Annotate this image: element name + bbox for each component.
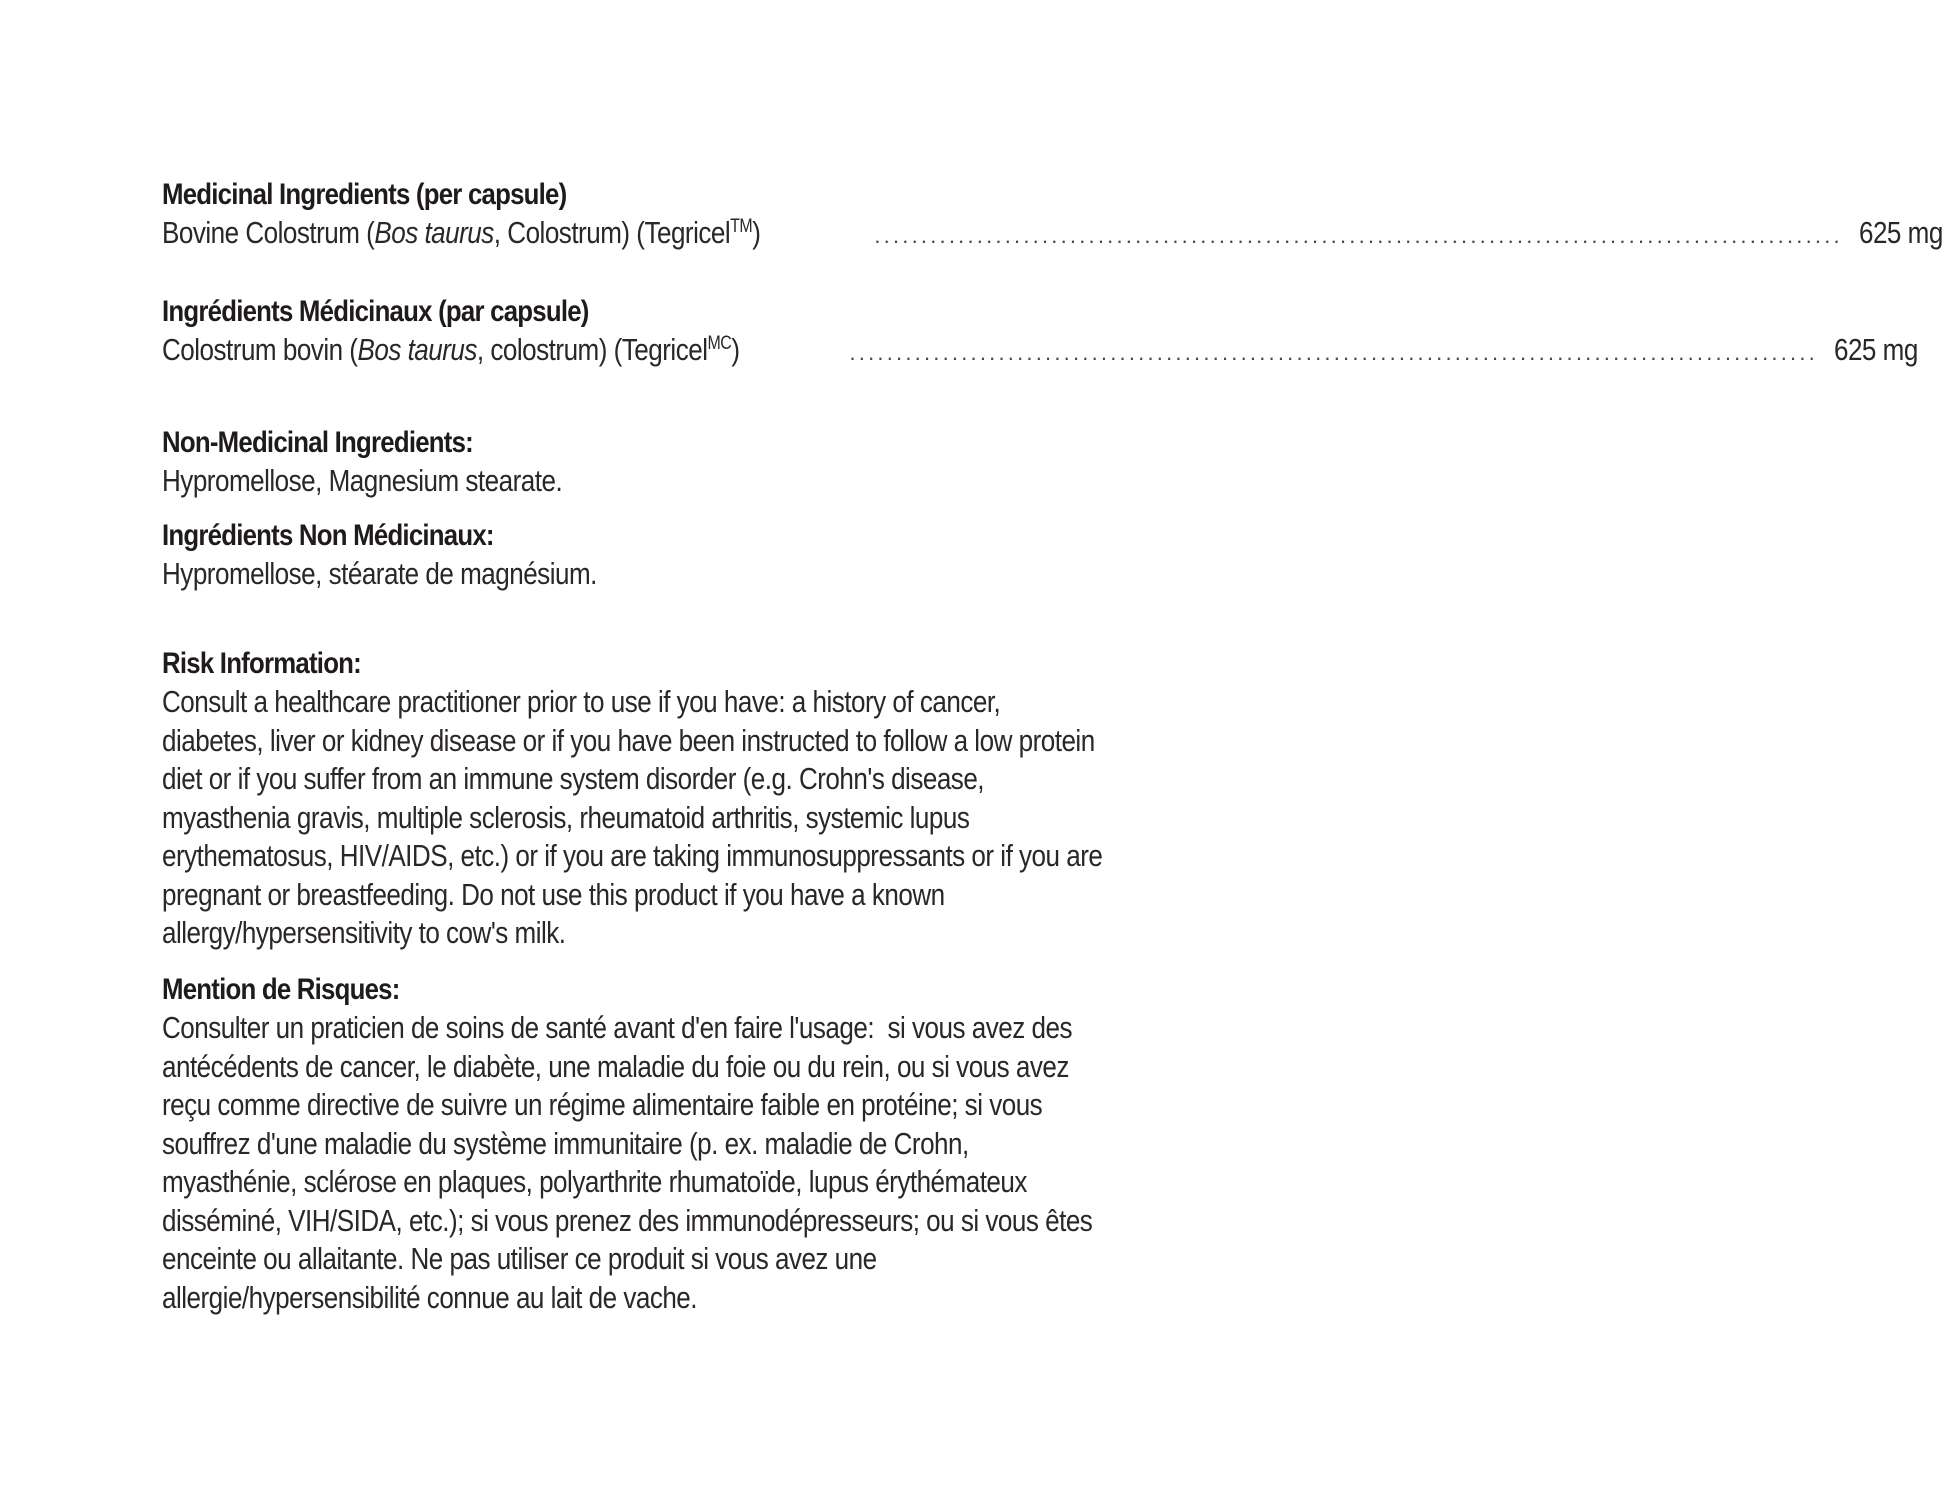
risk-fr-line: reçu comme directive de suivre un régime alimentaire faible en protéine; si vous [162, 1087, 1043, 1122]
medicinal-ingredients-en-heading: Medicinal Ingredients (per capsule) [162, 178, 567, 211]
ingredient-dose: 625 mg [1833, 332, 1918, 367]
risk-information-fr [162, 971, 1562, 1317]
non-medicinal-en-heading: Non-Medicinal Ingredients: [162, 426, 473, 459]
risk-fr-line: souffrez d'une maladie du système immunitaire (p. ex. maladie de Crohn, [162, 1125, 969, 1161]
risk-en-text [162, 683, 1338, 953]
risk-en-line: myasthenia gravis, multiple sclerosis, rheumatoid arthritis, systemic lupus [162, 799, 970, 835]
risk-fr-line: myasthénie, sclérose en plaques, polyarthrite rhumatoïde, lupus érythémateux [162, 1164, 1027, 1199]
ingredient-name: Bovine Colostrum (Bos taurus, Colostrum) (Tegricel™) [162, 215, 761, 250]
risk-en-line: erythematosus, HIV/AIDS, etc.) or if you are taking immunosuppressants or if you are [162, 838, 1103, 873]
risk-en-line: Consult a healthcare practitioner prior to use if you have: a history of cancer, [162, 684, 1001, 719]
risk-en-line: diabetes, liver or kidney disease or if you have been instructed to follow a low protein [162, 722, 1095, 758]
risk-information-en [162, 645, 1562, 953]
risk-en-line: diet or if you suffer from an immune system disorder (e.g. Crohn's disease, [162, 761, 985, 796]
ingredient-dose: 625 mg [1858, 215, 1943, 250]
medicinal-ingredients-fr-heading: Ingrédients Médicinaux (par capsule) [162, 295, 589, 328]
risk-fr-line: antécédents de cancer, le diabète, une maladie du foie ou du rein, ou si vous avez [162, 1048, 1069, 1084]
risk-en-heading: Risk Information: [162, 647, 361, 680]
risk-en-line: allergy/hypersensitivity to cow's milk. [162, 915, 566, 950]
risk-fr-line: allergie/hypersensibilité connue au lait de vache. [162, 1279, 698, 1315]
risk-fr-line: disséminé, VIH/SIDA, etc.); si vous prenez des immunodépresseurs; ou si vous êtes [162, 1202, 1093, 1238]
latin-name: Bos taurus [357, 332, 477, 367]
ingredient-row [162, 214, 1943, 255]
non-medicinal-ingredients-fr [162, 517, 1562, 594]
trademark-symbol: MC [707, 333, 732, 354]
risk-fr-line: enceinte ou allaitante. Ne pas utiliser ce produit si vous avez une [162, 1241, 877, 1276]
risk-fr-heading: Mention de Risques: [162, 973, 400, 1006]
medicinal-ingredients-fr [162, 293, 1918, 372]
risk-en-line: pregnant or breastfeeding. Do not use this product if you have a known [162, 876, 945, 912]
latin-name: Bos taurus [374, 215, 494, 250]
risk-fr-text [162, 1009, 1338, 1317]
trademark-symbol: TM [730, 216, 753, 237]
ingredient-row [162, 331, 1918, 372]
dot-leader: ........................................................................................................ [849, 340, 1818, 365]
dot-leader: ........................................................................................................ [874, 223, 1843, 248]
non-medicinal-fr-heading: Ingrédients Non Médicinaux: [162, 519, 494, 552]
non-medicinal-en-text: Hypromellose, Magnesium stearate. [162, 463, 563, 498]
medicinal-ingredients-en [162, 176, 1943, 255]
non-medicinal-ingredients-en [162, 424, 1562, 501]
ingredient-name: Colostrum bovin (Bos taurus, colostrum) (Tegricel$^{MC}$) [162, 332, 740, 367]
non-medicinal-fr-text: Hypromellose, stéarate de magnésium. [162, 556, 597, 591]
risk-fr-line: Consulter un praticien de soins de santé avant d'en faire l'usage: si vous avez des [162, 1010, 1072, 1045]
